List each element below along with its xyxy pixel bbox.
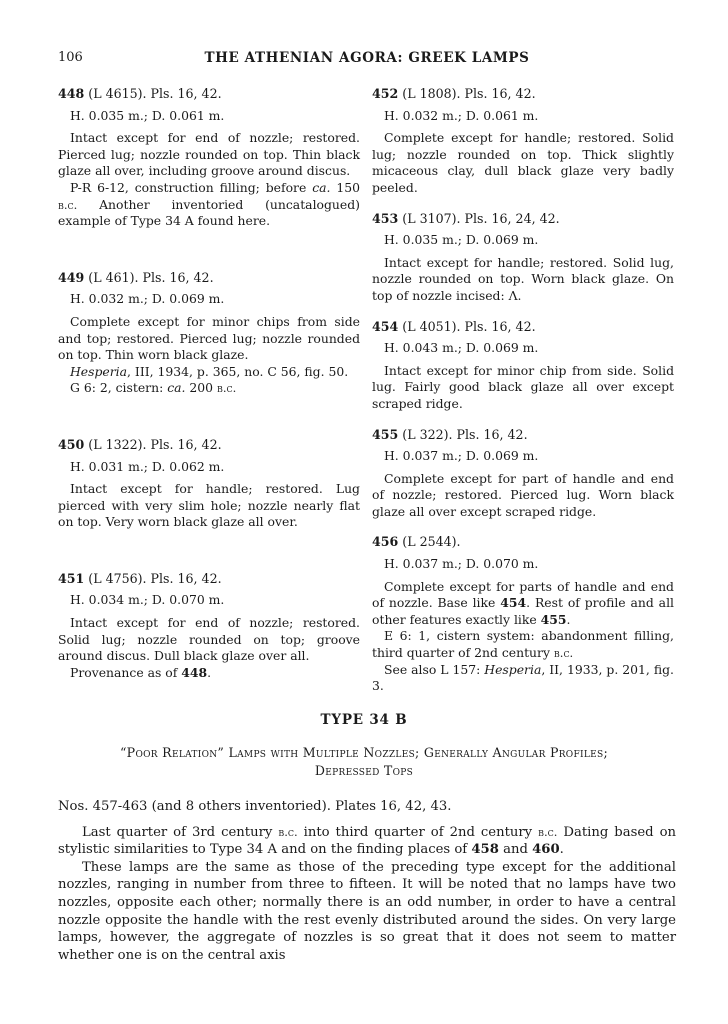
entry-heading bbox=[372, 427, 674, 444]
entry-description: Intact except for handle; restored. Solid lug, nozzle rounded on top. Worn black glaze. On top of nozzle incised: Λ. bbox=[372, 254, 674, 303]
entry-number: 452 bbox=[372, 86, 399, 101]
entry-dimensions: H. 0.032 m.; D. 0.061 m. bbox=[384, 107, 539, 123]
dating-paragraph: Last quarter of 3rd century b.c. into third quarter of 2nd century b.c. Dating based on stylistic similarities to Type 34 A and on the finding places of 458 and 460. bbox=[58, 824, 677, 858]
entry-inventory: (L 4615). Pls. 16, 42. bbox=[84, 86, 222, 101]
catalogue-range: Nos. 457-463 (and 8 others inventoried). Plates 16, 42, 43. bbox=[58, 799, 452, 814]
entry-heading bbox=[58, 571, 360, 588]
entry-heading bbox=[372, 319, 674, 336]
entry-number: 450 bbox=[58, 436, 85, 452]
entry-inventory: (L 4051). Pls. 16, 42. bbox=[398, 318, 536, 334]
entry-dimensions: H. 0.032 m.; D. 0.069 m. bbox=[70, 291, 225, 307]
entry-reference: Hesperia, III, 1934, p. 365, no. C 56, fig. 50. bbox=[70, 363, 349, 379]
entry-description: Intact except for handle; restored. Lug pierced with very slim hole; nozzle nearly flat on top. Very worn black glaze all over. bbox=[58, 481, 360, 530]
entry-inventory: (L 322). Pls. 16, 42. bbox=[398, 426, 528, 442]
entry-dimensions: H. 0.037 m.; D. 0.069 m. bbox=[384, 448, 539, 464]
page-number: 106 bbox=[58, 50, 83, 65]
running-title: THE ATHENIAN AGORA: GREEK LAMPS bbox=[204, 50, 530, 66]
entry-number: 448 bbox=[58, 86, 85, 101]
catalogue-entry-451 bbox=[58, 571, 360, 682]
entry-provenance: P-R 6-12, construction filling; before ca. 150 b.c. Another inventoried (uncatalogued) example of Type 34 A found here. bbox=[58, 179, 361, 229]
entry-heading bbox=[372, 211, 674, 228]
entry-heading bbox=[58, 270, 360, 287]
catalogue-entry-453 bbox=[372, 211, 674, 305]
entry-description: Intact except for minor chip from side. Solid lug. Fairly good black glaze all over except scraped ridge. bbox=[372, 362, 674, 411]
catalogue-entry-455 bbox=[372, 427, 674, 521]
left-column bbox=[58, 86, 360, 681]
entry-inventory: (L 2544). bbox=[398, 534, 461, 550]
catalogue-entry-450 bbox=[58, 437, 360, 531]
entry-inventory: (L 4756). Pls. 16, 42. bbox=[84, 570, 222, 586]
entry-description: Complete except for handle; restored. Solid lug; nozzle rounded on top. Thick slightly micaceous clay, dull black glaze very badly peeled. bbox=[372, 130, 674, 195]
catalogue-entry-448 bbox=[58, 86, 360, 230]
entry-inventory: (L 1808). Pls. 16, 42. bbox=[398, 86, 536, 101]
catalogue-entry-456 bbox=[372, 534, 674, 694]
right-column bbox=[372, 86, 674, 695]
entry-number: 455 bbox=[372, 426, 399, 442]
section-title: TYPE 34 B bbox=[320, 712, 408, 728]
entry-dimensions: H. 0.035 m.; D. 0.061 m. bbox=[70, 107, 225, 123]
catalogue-entry-452 bbox=[372, 86, 674, 197]
entry-dimensions: H. 0.031 m.; D. 0.062 m. bbox=[70, 458, 225, 474]
section-subtitle bbox=[70, 744, 658, 780]
subtitle-line-2: Depressed Tops bbox=[314, 763, 414, 778]
entry-heading bbox=[372, 86, 674, 103]
entry-number: 449 bbox=[58, 269, 85, 285]
entry-heading bbox=[58, 86, 360, 103]
entry-heading bbox=[58, 437, 360, 454]
entry-description: Complete except for part of handle and end of nozzle; restored. Pierced lug. Worn black glaze all over except scraped ridge. bbox=[372, 470, 674, 519]
entry-number: 456 bbox=[372, 534, 399, 550]
catalogue-entry-449 bbox=[58, 270, 360, 397]
entry-dimensions: H. 0.035 m.; D. 0.069 m. bbox=[384, 232, 539, 248]
entry-number: 451 bbox=[58, 570, 85, 586]
entry-description: Intact except for end of nozzle; restored. Pierced lug; nozzle rounded on top. Thin black glaze all over, including groove around discus. bbox=[58, 130, 360, 179]
entry-provenance: E 6: 1, cistern system: abandonment filling, third quarter of 2nd century b.c. bbox=[372, 628, 674, 661]
section-body bbox=[58, 798, 676, 964]
subtitle-line-1: “Poor Relation” Lamps with Multiple Nozzles; Generally Angular Profiles; bbox=[119, 745, 609, 760]
entry-inventory: (L 3107). Pls. 16, 24, 42. bbox=[398, 210, 560, 226]
entry-description: Intact except for end of nozzle; restored. Solid lug; nozzle rounded on top; groove around discus. Dull black glaze over all. bbox=[58, 615, 360, 664]
entry-dimensions: H. 0.037 m.; D. 0.070 m. bbox=[384, 556, 539, 572]
catalogue-entry-454 bbox=[372, 319, 674, 413]
entry-dimensions: H. 0.043 m.; D. 0.069 m. bbox=[384, 340, 539, 356]
entry-description: Complete except for parts of handle and end of nozzle. Base like 454. Rest of profile and all other features exactly like 455. bbox=[372, 578, 674, 627]
running-head bbox=[58, 50, 676, 70]
entry-inventory: (L 1322). Pls. 16, 42. bbox=[84, 436, 222, 452]
entry-description: Complete except for minor chips from side and top; restored. Pierced lug; nozzle rounded on top. Thin worn black glaze. bbox=[58, 313, 360, 363]
entry-inventory: (L 461). Pls. 16, 42. bbox=[84, 269, 214, 285]
entry-heading bbox=[372, 534, 674, 551]
entry-provenance: G 6: 2, cistern: ca. 200 b.c. bbox=[70, 380, 237, 396]
description-paragraph: These lamps are the same as those of the preceding type except for the additional nozzles, ranging in number from three to fifteen. It will be noted that no lamps have two nozzles, opposite each other; normally there is an odd number, in order to have a central nozzle opposite the handle with the rest evenly distributed around the sides. On very large lamps, however, the aggregate of nozzles is so great that it does not seem to matter whether one is on the central axis bbox=[58, 859, 676, 963]
entry-number: 454 bbox=[372, 318, 399, 334]
entry-see-also: See also L 157: Hesperia, II, 1933, p. 201, fig. 3. bbox=[372, 661, 674, 694]
entry-number: 453 bbox=[372, 210, 399, 226]
entry-provenance: Provenance as of 448. bbox=[70, 664, 212, 680]
entry-dimensions: H. 0.034 m.; D. 0.070 m. bbox=[70, 592, 225, 608]
